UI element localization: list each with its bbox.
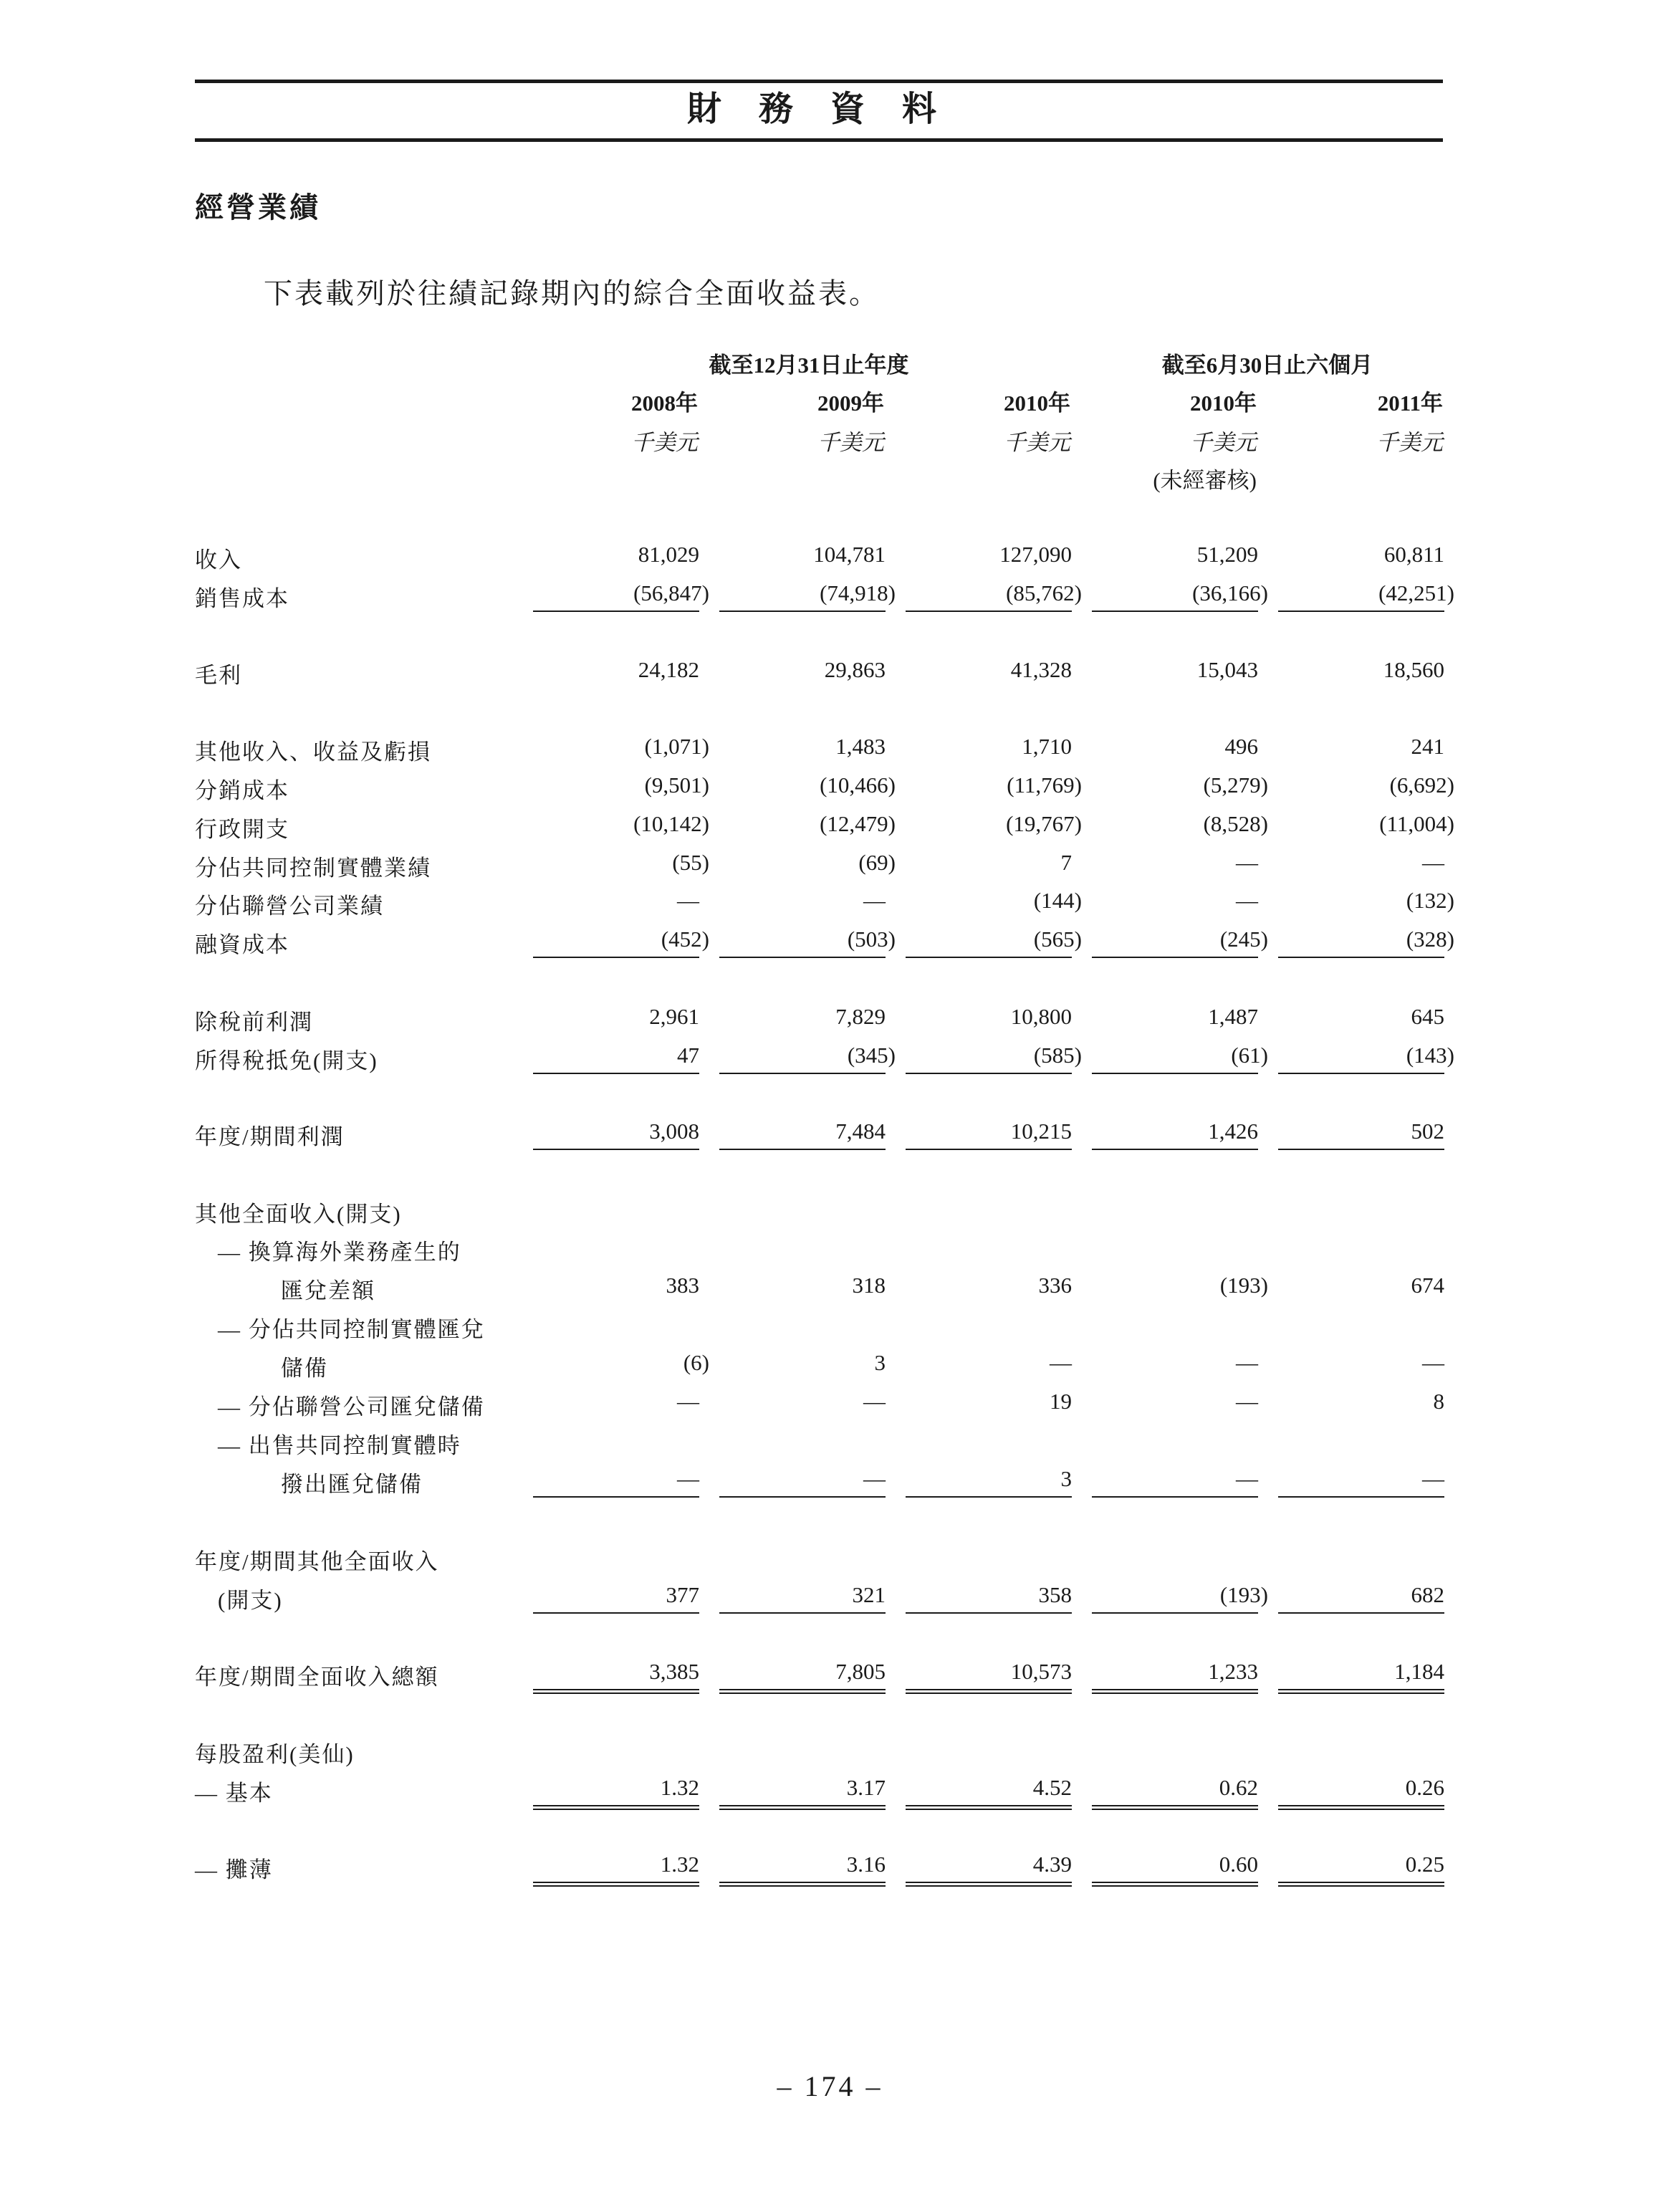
table-row: [0, 1001, 1660, 1040]
row-value: —: [1236, 1350, 1258, 1375]
row-value: 127,090: [999, 542, 1072, 567]
column-unit: 千美元: [817, 430, 884, 455]
row-label: 融資成本: [195, 932, 289, 957]
row-value: (36,166): [1192, 580, 1268, 605]
page-number: – 174 –: [777, 2070, 883, 2102]
grand-total-double-underline: [1278, 1689, 1444, 1694]
table-row: [0, 1772, 1660, 1811]
row-value: (11,004): [1379, 811, 1454, 836]
row-value: 1,487: [1208, 1004, 1258, 1029]
grand-total-double-underline: [1092, 1689, 1258, 1694]
table-row: [0, 808, 1660, 847]
row-value: (452): [661, 927, 709, 952]
total-underline: [906, 1073, 1072, 1074]
row-value: (193): [1219, 1582, 1268, 1607]
row-value: 18,560: [1383, 657, 1444, 682]
total-underline: [533, 1073, 699, 1074]
row-label: 分銷成本: [195, 778, 289, 803]
row-value: 29,863: [824, 657, 886, 682]
row-value: 7: [1060, 850, 1072, 875]
row-label: 其他收入、收益及虧損: [195, 739, 431, 765]
row-value: 15,043: [1196, 657, 1258, 682]
column-year: 2008年: [631, 391, 698, 416]
row-label: 所得稅抵免(開支): [195, 1048, 378, 1073]
grand-total-double-underline: [533, 1882, 699, 1887]
row-value: (132): [1406, 888, 1454, 913]
total-underline: [906, 1612, 1072, 1614]
row-value: 0.26: [1405, 1775, 1444, 1800]
row-value: 1.32: [660, 1775, 699, 1800]
row-value: 24,182: [638, 657, 699, 682]
column-year: 2010年: [1004, 391, 1070, 416]
total-underline: [1278, 611, 1444, 612]
row-value: —: [1422, 1350, 1444, 1375]
row-value: —: [1236, 1466, 1258, 1491]
table-row: [0, 1463, 1660, 1502]
row-value: 682: [1411, 1582, 1444, 1607]
column-unit: 千美元: [1190, 430, 1257, 455]
table-row: [0, 1116, 1660, 1154]
row-value: 51,209: [1196, 542, 1258, 567]
row-value: 3: [874, 1350, 886, 1375]
table-row: [0, 924, 1660, 962]
row-value: —: [677, 888, 699, 913]
total-underline: [1278, 1496, 1444, 1498]
row-value: 47: [677, 1043, 699, 1068]
row-label: — 出售共同控制實體時: [218, 1433, 461, 1458]
row-value: 645: [1411, 1004, 1444, 1029]
row-value: (19,767): [1006, 811, 1082, 836]
row-value: 3,008: [649, 1119, 699, 1144]
total-underline: [533, 611, 699, 612]
row-value: 1,710: [1022, 734, 1072, 759]
row-value: (10,466): [820, 772, 896, 798]
column-year: 2010年: [1190, 391, 1257, 416]
column-year: 2011年: [1377, 391, 1443, 416]
table-row: [0, 1040, 1660, 1078]
row-value: 241: [1411, 734, 1444, 759]
total-underline: [1092, 611, 1258, 612]
total-underline: [906, 957, 1072, 958]
unaudited-note: (未經審核): [1153, 468, 1257, 493]
table-row: [0, 539, 1660, 578]
row-value: (193): [1219, 1273, 1268, 1298]
row-label: 其他全面收入(開支): [195, 1202, 402, 1227]
row-label: — 攤薄: [195, 1857, 273, 1882]
row-value: —: [677, 1466, 699, 1491]
grand-total-double-underline: [906, 1805, 1072, 1810]
grand-total-double-underline: [906, 1689, 1072, 1694]
row-value: 10,215: [1010, 1119, 1072, 1144]
row-value: 81,029: [638, 542, 699, 567]
row-value: (6): [683, 1350, 709, 1375]
row-value: (74,918): [820, 580, 896, 605]
row-value: 318: [852, 1273, 886, 1298]
grand-total-double-underline: [719, 1689, 886, 1694]
row-label: 除稅前利潤: [195, 1010, 313, 1035]
total-underline: [906, 1149, 1072, 1150]
row-value: 2,961: [649, 1004, 699, 1029]
row-value: —: [1236, 1389, 1258, 1414]
row-value: 0.60: [1219, 1852, 1258, 1877]
row-label: (開支): [218, 1588, 283, 1613]
row-value: 3.16: [846, 1852, 886, 1877]
row-label: 年度/期間利潤: [195, 1124, 345, 1149]
row-value: 1.32: [660, 1852, 699, 1877]
row-value: (144): [1033, 888, 1082, 913]
row-value: (56,847): [633, 580, 709, 605]
table-row: [0, 578, 1660, 616]
intro-paragraph: 下表載列於往績記錄期內的綜合全面收益表。: [264, 277, 880, 310]
row-value: 104,781: [813, 542, 886, 567]
row-value: 1,483: [835, 734, 886, 759]
grand-total-double-underline: [1278, 1882, 1444, 1887]
total-underline: [906, 611, 1072, 612]
column-group-header-six-months: 截至6月30日止六個月: [1161, 353, 1373, 378]
row-value: 496: [1224, 734, 1258, 759]
row-label: 毛利: [195, 663, 242, 688]
row-value: (12,479): [820, 811, 896, 836]
row-value: (11,769): [1007, 772, 1082, 798]
total-underline: [1092, 957, 1258, 958]
header-top-rule: [195, 80, 1443, 83]
table-row: [0, 654, 1660, 693]
column-group-header-year: 截至12月31日止年度: [709, 353, 909, 378]
total-underline: [533, 1496, 699, 1498]
row-value: 10,573: [1010, 1659, 1072, 1684]
row-value: 7,484: [835, 1119, 886, 1144]
row-value: 1,184: [1394, 1659, 1444, 1684]
row-value: —: [863, 888, 886, 913]
row-value: 0.62: [1219, 1775, 1258, 1800]
total-underline: [719, 1073, 886, 1074]
row-value: 502: [1411, 1119, 1444, 1144]
column-unit: 千美元: [631, 430, 698, 455]
row-label: — 換算海外業務產生的: [218, 1240, 461, 1265]
total-underline: [719, 1149, 886, 1150]
row-label: 分佔聯營公司業績: [195, 894, 384, 919]
table-row: [0, 1193, 1660, 1232]
total-underline: [533, 1612, 699, 1614]
row-value: —: [1236, 850, 1258, 875]
row-value: (55): [672, 850, 709, 875]
table-row: [0, 1386, 1660, 1425]
row-value: 7,805: [835, 1659, 886, 1684]
row-value: 19: [1050, 1389, 1072, 1414]
row-value: (5,279): [1203, 772, 1268, 798]
row-value: (245): [1219, 927, 1268, 952]
row-value: —: [863, 1466, 886, 1491]
table-row: [0, 1425, 1660, 1463]
row-value: (42,251): [1378, 580, 1454, 605]
row-value: 0.25: [1405, 1852, 1444, 1877]
section-title: 經營業績: [195, 191, 321, 224]
total-underline: [1278, 1073, 1444, 1074]
total-underline: [533, 1149, 699, 1150]
grand-total-double-underline: [533, 1689, 699, 1694]
row-value: 358: [1038, 1582, 1072, 1607]
row-value: —: [863, 1389, 886, 1414]
row-value: (328): [1406, 927, 1454, 952]
total-underline: [1278, 1149, 1444, 1150]
row-label: 銷售成本: [195, 586, 289, 611]
row-label: 行政開支: [195, 817, 289, 842]
row-value: 3: [1060, 1466, 1072, 1491]
table-row: [0, 1656, 1660, 1695]
row-label: 年度/期間全面收入總額: [195, 1665, 439, 1690]
row-value: 4.39: [1032, 1852, 1072, 1877]
total-underline: [1092, 1496, 1258, 1498]
row-value: (6,692): [1389, 772, 1454, 798]
total-underline: [719, 957, 886, 958]
row-value: 377: [666, 1582, 699, 1607]
total-underline: [1092, 1073, 1258, 1074]
row-value: (8,528): [1203, 811, 1268, 836]
header-bottom-rule: [195, 138, 1443, 142]
table-row: [0, 1849, 1660, 1887]
row-label: 分佔共同控制實體業績: [195, 856, 431, 881]
row-value: 3,385: [649, 1659, 699, 1684]
row-value: (503): [847, 927, 896, 952]
row-value: (565): [1033, 927, 1082, 952]
total-underline: [1278, 957, 1444, 958]
grand-total-double-underline: [719, 1882, 886, 1887]
row-value: —: [1422, 850, 1444, 875]
grand-total-double-underline: [906, 1882, 1072, 1887]
row-value: 383: [666, 1273, 699, 1298]
total-underline: [1092, 1149, 1258, 1150]
table-row: [0, 1231, 1660, 1270]
grand-total-double-underline: [719, 1805, 886, 1810]
total-underline: [719, 1496, 886, 1498]
table-row: [0, 847, 1660, 886]
row-value: 10,800: [1010, 1004, 1072, 1029]
row-value: —: [677, 1389, 699, 1414]
row-value: (61): [1231, 1043, 1268, 1068]
total-underline: [533, 957, 699, 958]
row-value: (85,762): [1006, 580, 1082, 605]
row-label: 年度/期間其他全面收入: [195, 1549, 439, 1574]
row-label: 匯兌差額: [281, 1278, 375, 1303]
row-value: 4.52: [1032, 1775, 1072, 1800]
row-value: 1,233: [1208, 1659, 1258, 1684]
row-value: 41,328: [1010, 657, 1072, 682]
row-label: 儲備: [281, 1356, 328, 1381]
row-value: —: [1422, 1466, 1444, 1491]
table-row: [0, 1733, 1660, 1772]
row-value: 8: [1433, 1389, 1444, 1414]
row-value: (345): [847, 1043, 896, 1068]
column-unit: 千美元: [1376, 430, 1443, 455]
grand-total-double-underline: [1278, 1805, 1444, 1810]
total-underline: [719, 611, 886, 612]
column-unit: 千美元: [1004, 430, 1070, 455]
row-value: —: [1050, 1350, 1072, 1375]
row-value: (143): [1406, 1043, 1454, 1068]
row-value: (69): [858, 850, 896, 875]
grand-total-double-underline: [1092, 1882, 1258, 1887]
table-row: [0, 1541, 1660, 1579]
row-value: 3.17: [846, 1775, 886, 1800]
column-year: 2009年: [817, 391, 884, 416]
table-row: [0, 1308, 1660, 1347]
row-value: (9,501): [644, 772, 709, 798]
page-title: 財 務 資 料: [686, 90, 951, 128]
row-value: 336: [1038, 1273, 1072, 1298]
row-label: — 分佔共同控制實體匯兌: [218, 1317, 485, 1342]
total-underline: [1278, 1612, 1444, 1614]
table-row: [0, 1347, 1660, 1386]
table-row: [0, 1579, 1660, 1618]
row-value: 7,829: [835, 1004, 886, 1029]
total-underline: [1092, 1612, 1258, 1614]
table-row: [0, 731, 1660, 770]
row-label: 撥出匯兌儲備: [281, 1472, 423, 1497]
row-label: 收入: [195, 547, 242, 573]
grand-total-double-underline: [533, 1805, 699, 1810]
total-underline: [906, 1496, 1072, 1498]
row-value: (585): [1033, 1043, 1082, 1068]
row-value: 60,811: [1383, 542, 1444, 567]
row-label: — 分佔聯營公司匯兌儲備: [218, 1394, 485, 1419]
row-value: 1,426: [1208, 1119, 1258, 1144]
row-value: (10,142): [633, 811, 709, 836]
table-row: [0, 770, 1660, 808]
row-label: 每股盈利(美仙): [195, 1742, 355, 1767]
row-value: 321: [852, 1582, 886, 1607]
table-row: [0, 1270, 1660, 1308]
row-value: —: [1236, 888, 1258, 913]
row-value: 674: [1411, 1273, 1444, 1298]
table-row: [0, 885, 1660, 924]
total-underline: [719, 1612, 886, 1614]
grand-total-double-underline: [1092, 1805, 1258, 1810]
row-value: (1,071): [644, 734, 709, 759]
row-label: — 基本: [195, 1781, 273, 1806]
